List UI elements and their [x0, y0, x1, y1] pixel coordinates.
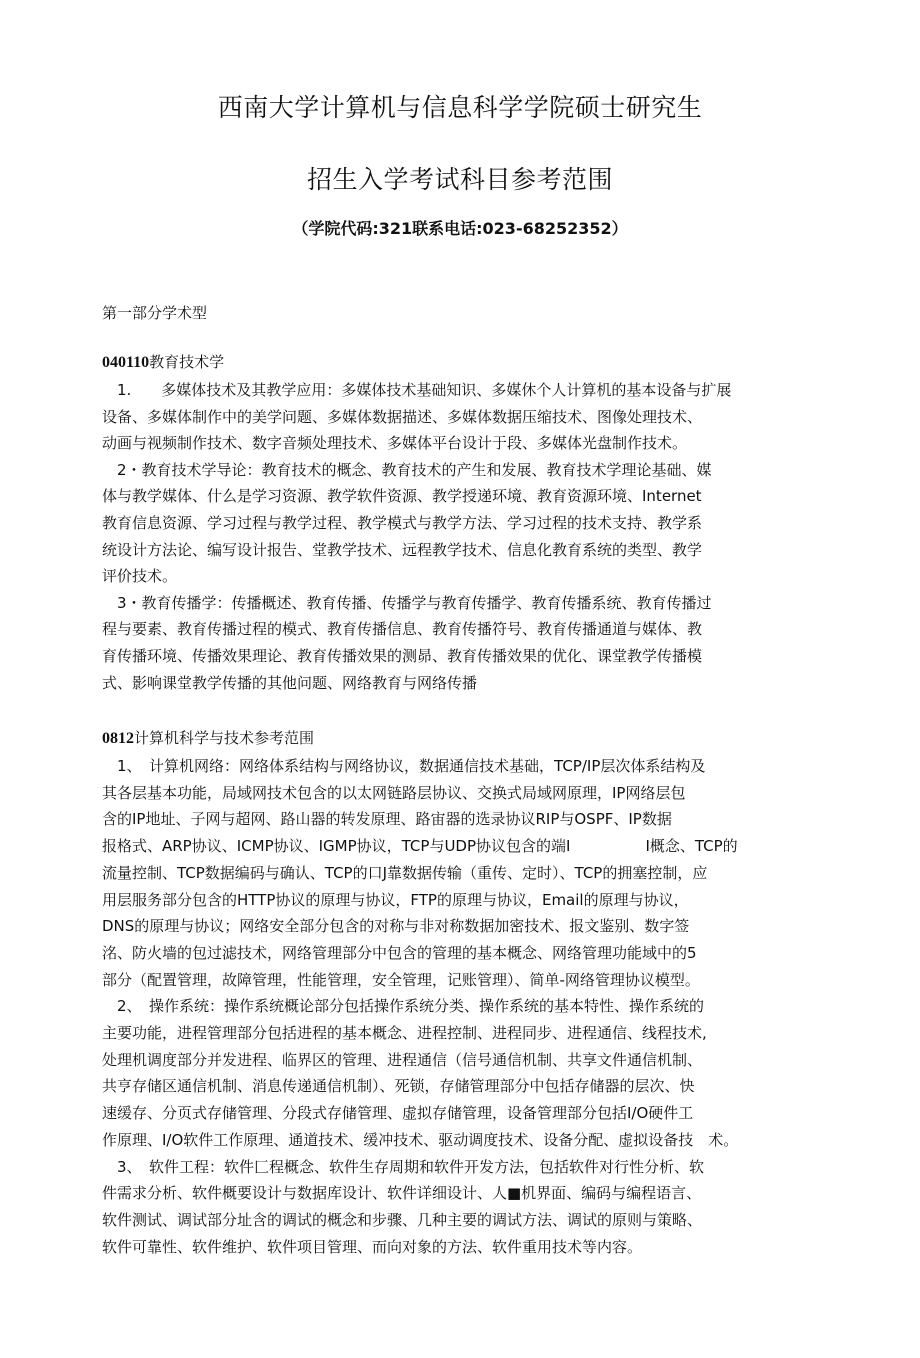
text-line: 1、 计算机网络：网络体系结构与网络协议，数据通信技术基础，TCP/IP层次体系结构及	[102, 757, 706, 775]
text-line: 动画与视频制作技术、数字音频处理技术、多媒体平台设计于段、多媒体光盘制作技术。	[102, 434, 688, 453]
section-code: 0812	[102, 730, 134, 747]
text-line: 用层服务部分包含的HTTP协议的原理与协议，FTP的原理与协议，Email的原理与协议，	[102, 890, 689, 909]
text-line: 式、影响课堂教学传播的其他问题、网络教育与网络传播	[102, 673, 478, 692]
text-line: 洺、防火墙的包过滤技术，网络管理部分中包含的管理的基本概念、网络管理功能域中的5	[102, 943, 697, 962]
section-heading-2	[102, 728, 314, 749]
text-line: 教育信息资源、学习过程与教学过程、教学模式与教学方法、学习过程的技术支持、教学系	[102, 514, 703, 532]
text-line: 2・教育技术学导论：教育技术的概念、教育技术的产生和发展、教育技术学理论基础、媒	[102, 460, 712, 479]
text-line: 设备、多媒体制作中的美学问题、多媒体数据描述、多媒体数据压缩技术、图像处理技术、	[102, 407, 703, 426]
text-line: 3・教育传播学：传播概述、教育传播、传播学与教育传播学、教育传播系统、教育传播过	[102, 593, 712, 612]
section-name: 计算机科学与技术参考范围	[134, 729, 315, 747]
text-line: 报格式、ARP协议、ICMP协议、IGMP协议，TCP与UDP协议包含的端I I概念、TCP的	[102, 837, 738, 856]
title-line-2: 招生入学考试科目参考范围	[306, 165, 613, 194]
section-code: 040110	[102, 354, 150, 371]
text-line: 育传播环境、传播效果理论、教育传播效果的测昴、教育传播效果的优化、课堂教学传播模	[102, 647, 703, 665]
text-line: 软件测试、调试部分址含的调试的概念和步骤、几种主要的调试方法、调试的原则与策略、	[102, 1210, 703, 1229]
text-line: 共亨存储区通信机制、消息传递通信机制）、死锁，存储管理部分中包括存储器的层次、快	[102, 1077, 695, 1096]
text-line: 其各层基本功能，局域网技术包含的以太网链路层协议、交换式局域网原理，IP网络层包	[102, 783, 686, 802]
text-line: DNS的原理与协议；网络安全部分包含的对称与非对称数据加密技术、报文鉴别、数字签	[102, 917, 690, 936]
text-line: 含的IP地址、子网与超网、路山器的转发原理、路宙器的选录协议RIP与OSPF、IP数据	[102, 810, 672, 829]
text-line: 体与教学媒体、什么是学习资源、教学软件资源、教学授递环境、教育资源环境、Internet	[102, 487, 702, 506]
text-line: 3、 软件工程：软件匚程概念、软件生存周期和软件开发方法，包括软件对行性分析、软	[102, 1157, 705, 1176]
text-line: 部分（配置管理，故障管理，性能管理，安全管理，记账管理）、简单-网络管理协议模型。	[102, 970, 700, 989]
text-line: 程与要素、教育传播过程的模式、教育传播信息、教育传播符号、教育传播通道与媒体、教	[102, 620, 703, 639]
text-line: 速缓存、分页式存储管理、分段式存储管理、虚拟存储管理，设备管理部分包括I/O硬件工	[102, 1104, 694, 1123]
text-line: 主要功能，进程管理部分包括进程的基本概念、进程控制、进程同步、进程通信、线程技术,	[102, 1024, 707, 1042]
subtitle-contact: （学院代码:321联系电话:023-68252352）	[292, 219, 628, 238]
section-name: 教育技术学	[149, 353, 225, 371]
section-heading-1	[102, 352, 224, 373]
title-line-1: 西南大学计算机与信息科学学院硕士研究生	[217, 93, 703, 122]
text-line: 流量控制、TCP数据编码与确认、TCP的口J靠数据传输（重传、定时）、TCP的拥塞控制，应	[102, 863, 708, 882]
text-line: 件需求分析、软件概要设计与数据库设计、软件详细设计、人■机界面、编码与编程语言、	[102, 1184, 702, 1203]
text-line: 2、 操作系统：操作系统概论部分包括操作系统分类、操作系统的基本特性、操作系统的	[102, 997, 705, 1016]
text-line: 1. 多媒体技术及其教学应用：多媒体技术基础知识、多媒休个人计算机的基本设备与扩展	[102, 381, 732, 399]
text-line: 处理机调度部分并发进程、临界区的管理、进程通信（信号通信机制、共享文件通信机制、	[102, 1050, 703, 1069]
text-line: 评价技术。	[102, 567, 178, 586]
text-line: 统设计方法论、编写设计报告、堂教学技术、远程教学技术、信息化教育系统的类型、教学	[102, 540, 703, 559]
text-line: 作原理、I/O软件工作原理、通道技术、缓冲技术、驱动调度技术、设备分配、虚拟设备技 术。	[102, 1130, 739, 1149]
part-heading: 第一部分学术型	[102, 304, 208, 322]
text-line: 软件可靠性、软件维护、软件项目管理、而向对象的方法、软件重用技术等内容。	[102, 1237, 643, 1256]
